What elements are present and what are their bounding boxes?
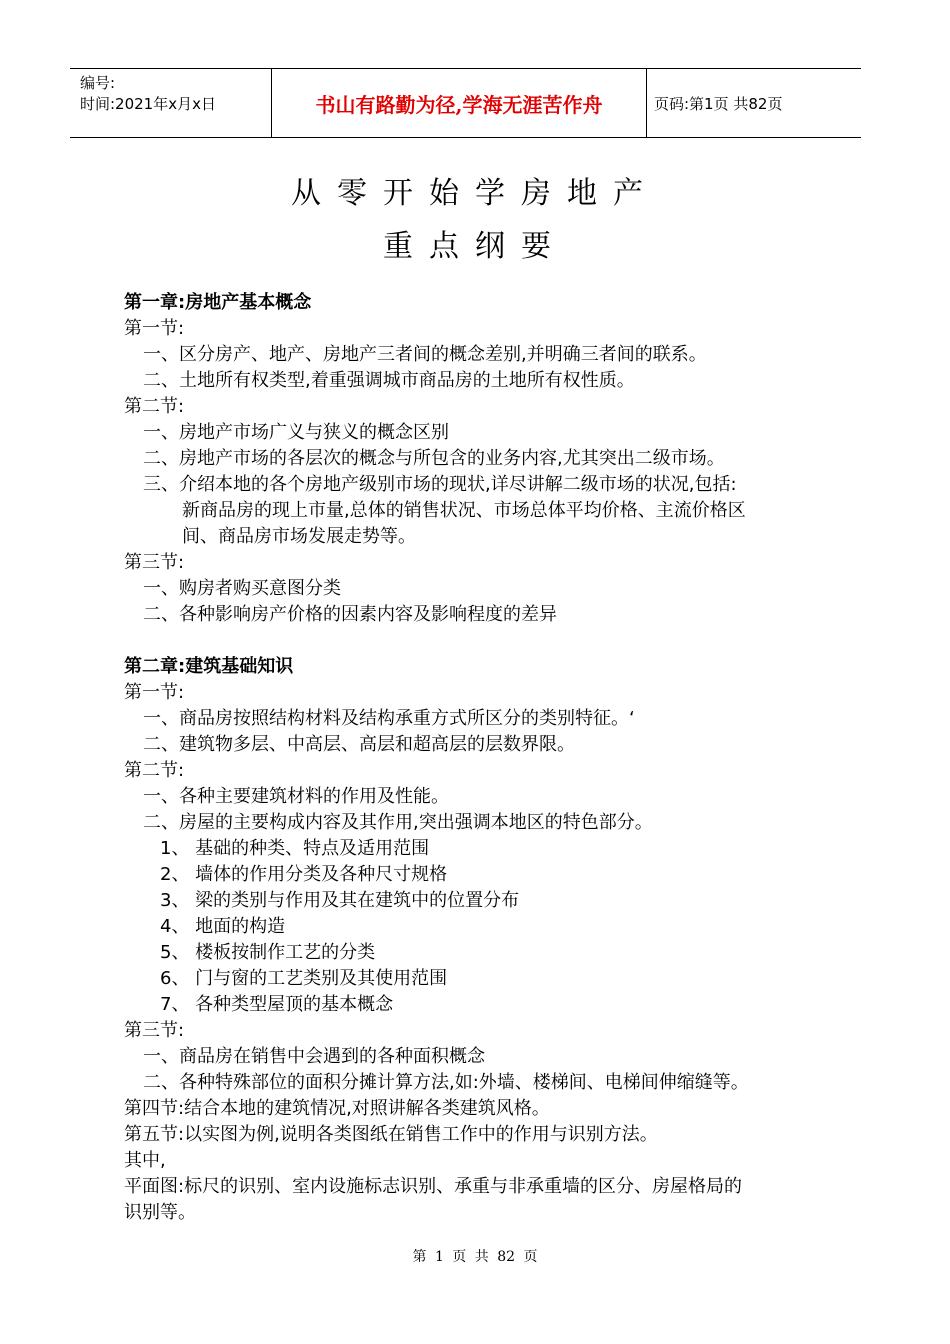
outline-line: 3、 梁的类别与作用及其在建筑中的位置分布	[160, 890, 520, 911]
outline-line: 5、 楼板按制作工艺的分类	[160, 942, 376, 963]
outline-line: 4、 地面的构造	[160, 916, 286, 937]
outline-line: 一、房地产市场广义与狭义的概念区别	[143, 422, 449, 443]
header-page-info: 页码:第1页 共82页	[654, 94, 783, 113]
document-number-label: 编号:	[80, 74, 116, 92]
outline-line: 新商品房的现上市量,总体的销售状况、市场总体平均价格、主流价格区	[182, 500, 746, 521]
document-body	[124, 290, 844, 1226]
document-subtitle: 重点纲要	[383, 229, 567, 264]
outline-line: 第一节:	[124, 682, 185, 703]
header-divider	[646, 69, 647, 137]
outline-line: 第五节:以实图为例,说明各类图纸在销售工作中的作用与识别方法。	[124, 1124, 658, 1145]
outline-line: 二、建筑物多层、中高层、高层和超高层的层数界限。	[143, 734, 575, 755]
outline-line: 一、购房者购买意图分类	[143, 578, 341, 599]
chapter-heading: 第一章:房地产基本概念	[124, 292, 312, 313]
outline-line: 识别等。	[124, 1202, 196, 1223]
outline-line: 二、各种影响房产价格的因素内容及影响程度的差异	[143, 604, 557, 625]
outline-line: 第三节:	[124, 552, 185, 573]
outline-line: 平面图:标尺的识别、室内设施标志识别、承重与非承重墙的区分、房屋格局的	[124, 1176, 743, 1197]
outline-line: 第四节:结合本地的建筑情况,对照讲解各类建筑风格。	[124, 1098, 550, 1119]
outline-line: 6、 门与窗的工艺类别及其使用范围	[160, 968, 448, 989]
outline-line: 二、各种特殊部位的面积分摊计算方法,如:外墙、楼梯间、电梯间伸缩缝等。	[143, 1072, 749, 1093]
blank-line	[124, 628, 844, 654]
document-title: 从零开始学房地产	[291, 176, 659, 211]
outline-line: 其中,	[124, 1150, 166, 1171]
page-footer: 第 1 页 共 82 页	[412, 1249, 538, 1265]
header-motto: 书山有路勤为径,学海无涯苦作舟	[315, 92, 603, 117]
outline-line: 第二节:	[124, 760, 185, 781]
outline-line: 一、区分房产、地产、房地产三者间的概念差别,并明确三者间的联系。	[143, 344, 707, 365]
outline-line: 7、 各种类型屋顶的基本概念	[160, 994, 394, 1015]
page-header	[70, 68, 861, 138]
outline-line: 第二节:	[124, 396, 185, 417]
chapter-heading: 第二章:建筑基础知识	[124, 656, 294, 677]
outline-line: 二、房地产市场的各层次的概念与所包含的业务内容,尤其突出二级市场。	[143, 448, 725, 469]
outline-line: 二、房屋的主要构成内容及其作用,突出强调本地区的特色部分。	[143, 812, 653, 833]
outline-line: 三、介绍本地的各个房地产级别市场的现状,详尽讲解二级市场的状况,包括:	[143, 474, 737, 495]
outline-line: 间、商品房市场发展走势等。	[182, 526, 416, 547]
outline-line: 第三节:	[124, 1020, 185, 1041]
document-time-label: 时间:2021年x月x日	[80, 95, 216, 113]
outline-line: 一、商品房在销售中会遇到的各种面积概念	[143, 1046, 485, 1067]
outline-line: 2、 墙体的作用分类及各种尺寸规格	[160, 864, 448, 885]
outline-line: 1、 基础的种类、特点及适用范围	[160, 838, 430, 859]
outline-line: 一、商品房按照结构材料及结构承重方式所区分的类别特征。‘	[143, 708, 635, 729]
outline-line: 一、各种主要建筑材料的作用及性能。	[143, 786, 449, 807]
header-meta	[80, 73, 216, 115]
outline-line: 二、土地所有权类型,着重强调城市商品房的土地所有权性质。	[143, 370, 635, 391]
outline-line: 第一节:	[124, 318, 185, 339]
